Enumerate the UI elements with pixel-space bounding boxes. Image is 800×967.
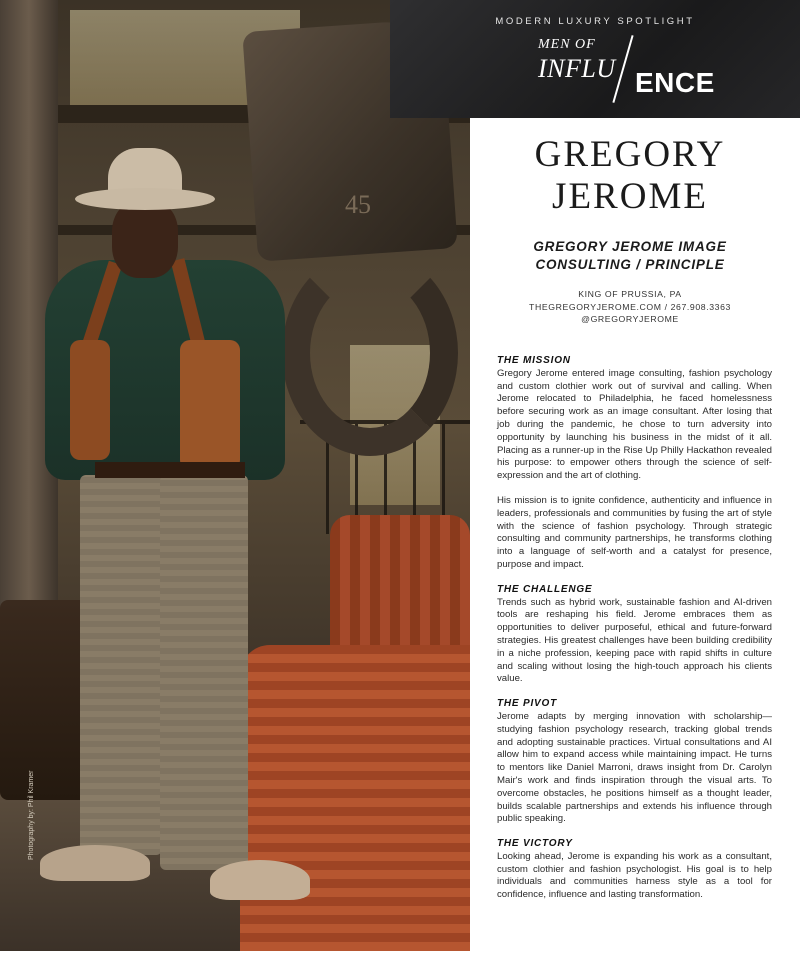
belt	[95, 462, 245, 478]
section-heading-victory: THE VICTORY	[497, 838, 573, 850]
hook-number: 45	[345, 190, 371, 219]
contact-info	[470, 288, 790, 326]
loafer	[40, 845, 150, 881]
subtitle-line2: CONSULTING / PRINCIPLE	[535, 257, 725, 272]
social-handle: @GREGORYJEROME	[581, 314, 679, 324]
section-heading-pivot: THE PIVOT	[497, 698, 557, 710]
location: KING OF PRUSSIA, PA	[578, 289, 682, 299]
victory-paragraph: Looking ahead, Jerome is expanding his work as a consultant, custom clothier and fashion psychologist. His goal is to help individuals and communities harness style as a tool for confidence, influence and lasting transformation.	[497, 850, 772, 901]
hat-brim	[75, 188, 215, 210]
plaid-trousers	[160, 475, 248, 870]
logo-influ: INFLU	[538, 54, 616, 83]
profile-name	[470, 134, 790, 218]
photo-credit: Photography by: Phil Kramer	[28, 770, 35, 860]
section-heading-challenge: THE CHALLENGE	[497, 583, 593, 595]
section-heading-mission: THE MISSION	[497, 355, 571, 366]
challenge-paragraph: Trends such as hybrid work, sustainable fashion and AI-driven tools are reshaping his field. Jerome embraces them as opportunities to deliver purposeful, ethical and future-forward strategies. His greatest challenges have been building credibility in a niche profession, keeping pace with rapid shifts in culture and scaling without losing the high-touch approach his clients value.	[497, 596, 772, 685]
company-title	[470, 238, 790, 274]
leather-holster	[180, 340, 240, 470]
mission-paragraph-1: Gregory Jerome entered image consulting, fashion psychology and custom clothier work out of survival and calling. When Jerome relocated to Philadelphia, he faced homelessness before securing work as an image consultant. After losing that job during the pandemic, he chose to turn adversity into opportunity by launching his business in the midst of it all. Placing as a runner-up in the Rise Up Philly Hackathon revealed his purpose: to empower others through the science of self-expression and the art of clothing.	[497, 367, 772, 482]
leather-holster	[70, 340, 110, 460]
subject-figure	[20, 140, 310, 930]
name-last: JEROME	[552, 176, 708, 217]
plaid-trousers	[80, 475, 162, 855]
logo-ence: ENCE	[635, 67, 715, 98]
logo-men-of: MEN OF	[538, 37, 596, 52]
subtitle-line1: GREGORY JEROME IMAGE	[533, 239, 727, 254]
logo-left	[538, 38, 616, 82]
name-first: GREGORY	[534, 134, 726, 175]
loafer	[210, 860, 310, 900]
website-phone: THEGREGORYJEROME.COM / 267.908.3363	[529, 301, 731, 312]
article-column	[470, 118, 800, 967]
kicker: MODERN LUXURY SPOTLIGHT	[495, 16, 695, 27]
header-banner	[390, 0, 800, 118]
pivot-paragraph: Jerome adapts by merging innovation with scholarship—studying fashion psychology research, tracking global trends and adopting sustainable practices. Virtual consultations and AI allow him to expand access while maintaining impact. He turns to mentors like Daniel Marroni, draws insight from Dr. Carolyn Mair's work and finds inspiration through the visual arts. To overcome obstacles, he positions himself as a thought leader, builds scalable partnerships and extends his influence through public speaking.	[497, 710, 772, 825]
article-body	[497, 355, 772, 914]
head	[112, 200, 178, 278]
mission-paragraph-2: His mission is to ignite confidence, authenticity and influence in leaders, professionals and communities by fusing the art of style with the science of fashion psychology. Through strategic consulting and community partnerships, he transforms clothing into a language of self-worth and a catalyst for presence, purpose and impact.	[497, 494, 772, 570]
